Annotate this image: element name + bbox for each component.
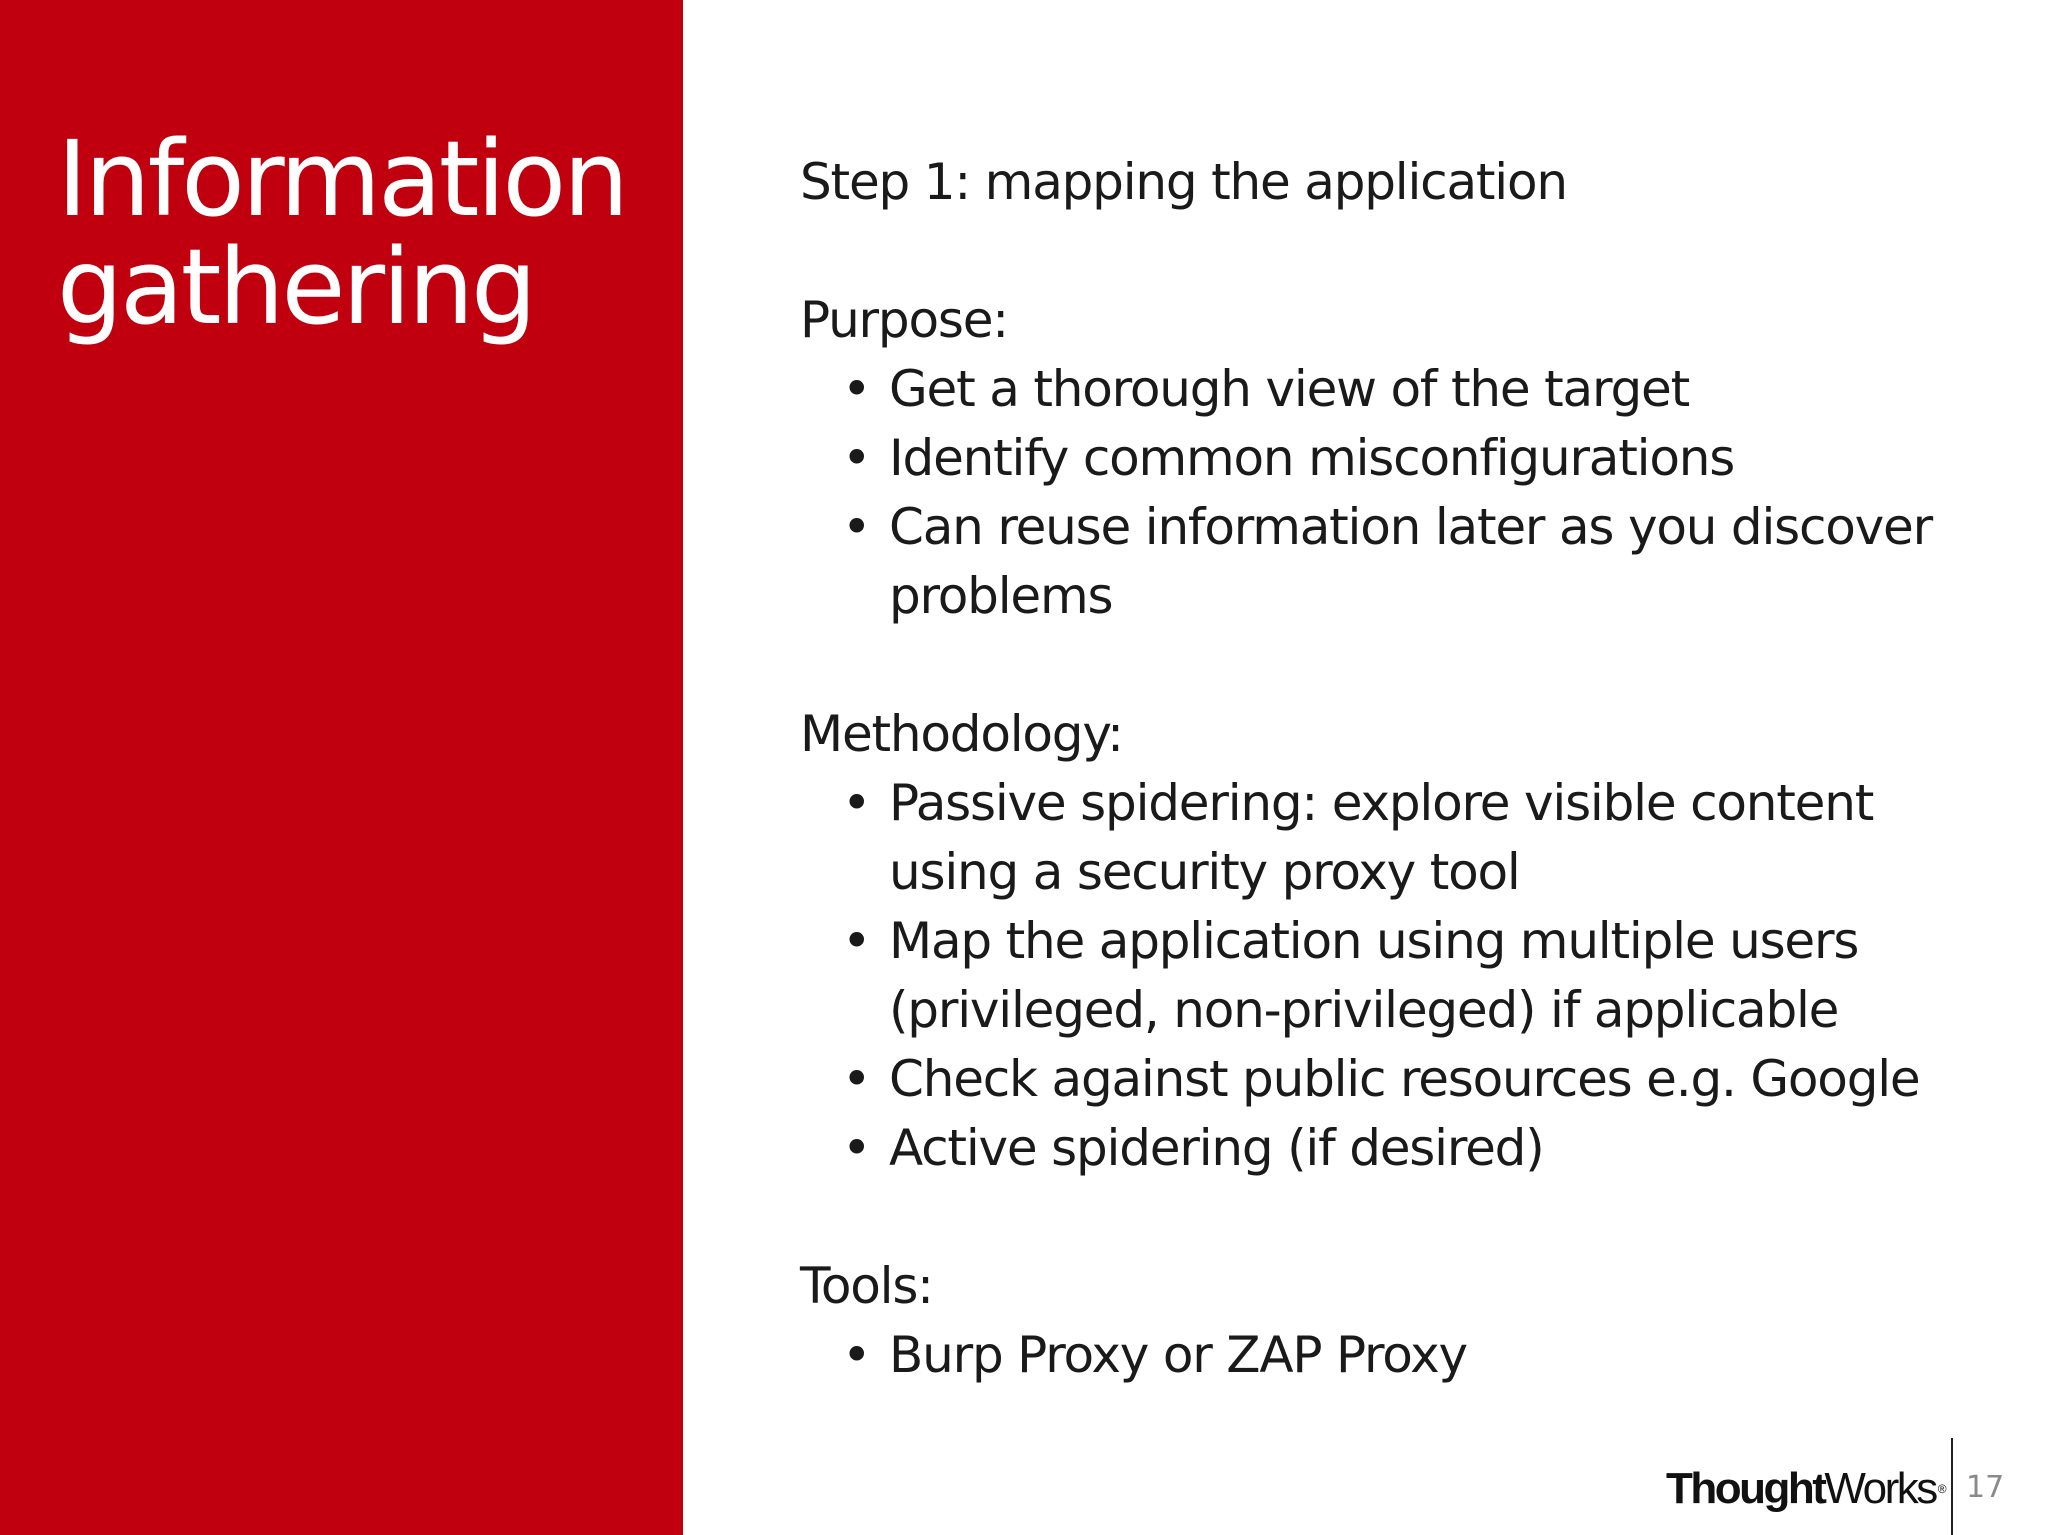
tools-bullet-list [800,1321,2000,1390]
logo-text-light: Works [1824,1464,1936,1513]
bullet-text: Active spidering (if desired) [889,1119,1544,1177]
registered-mark: ® [1937,1482,1947,1496]
bullet-text: Burp Proxy or ZAP Proxy [889,1326,1467,1384]
purpose-section [800,286,2000,631]
bullet-icon: • [842,498,871,556]
bullet-icon: • [842,1326,871,1384]
bullet-item [800,1321,2000,1390]
bullet-text: Passive spidering: explore visible content using a security proxy tool [889,774,1874,901]
bullet-text: Map the application using multiple users (privileged, non-privileged) if applicable [889,912,1859,1039]
slide-title-line-1: Information [57,118,627,240]
slide-title [57,118,677,348]
step-heading: Step 1: mapping the application [800,153,1567,211]
tools-label: Tools: [800,1257,933,1315]
page-number: 17 [1966,1470,2005,1505]
bullet-text: Can reuse information later as you discover problems [889,498,1932,625]
bullet-icon: • [842,1050,871,1108]
bullet-icon: • [842,1119,871,1177]
bullet-icon: • [842,774,871,832]
tools-section [800,1252,2000,1390]
bullet-icon: • [842,912,871,970]
bullet-icon: • [842,360,871,418]
methodology-bullet-list [800,769,2000,1183]
slide-title-line-2: gathering [57,226,535,348]
bullet-item [800,907,2000,1045]
bullet-item [800,493,2000,631]
purpose-bullet-list [800,355,2000,631]
title-sidebar [0,0,683,1535]
bullet-text: Check against public resources e.g. Google [889,1050,1920,1108]
bullet-item [800,1045,2000,1114]
bullet-item [800,355,2000,424]
slide-content [800,148,2000,1390]
bullet-item [800,424,2000,493]
footer-divider [1951,1438,1953,1535]
bullet-item [800,1114,2000,1183]
logo-text-bold: Thought [1666,1464,1825,1513]
bullet-item [800,769,2000,907]
bullet-text: Get a thorough view of the target [889,360,1689,418]
bullet-icon: • [842,429,871,487]
thoughtworks-logo [1666,1464,1947,1514]
methodology-section [800,700,2000,1183]
methodology-label: Methodology: [800,705,1123,763]
bullet-text: Identify common misconfigurations [889,429,1735,487]
purpose-label: Purpose: [800,291,1008,349]
